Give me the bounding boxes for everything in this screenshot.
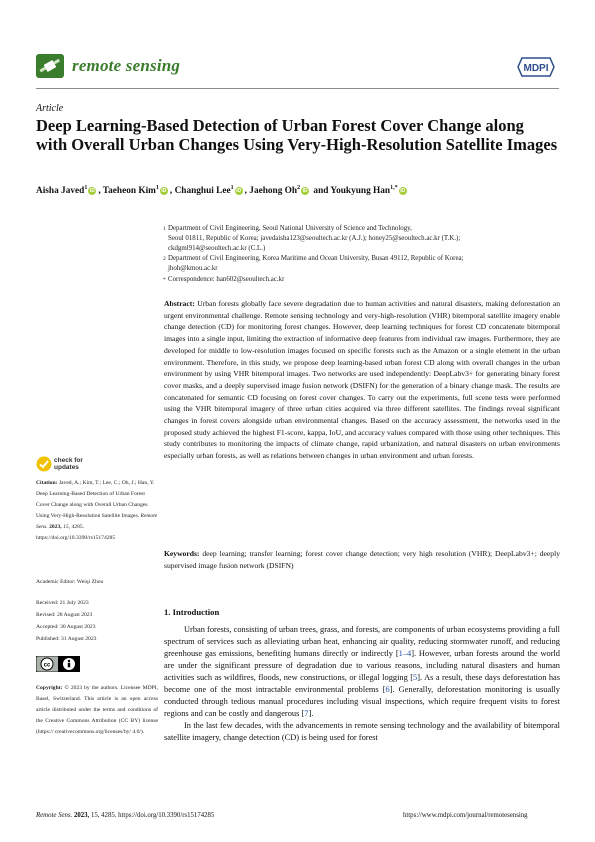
citation-link[interactable]: 6: [385, 685, 390, 694]
svg-text:cc: cc: [43, 662, 51, 669]
journal-name: remote sensing: [72, 56, 181, 75]
keywords-text: deep learning; transfer learning; forest cover change detection; very high resolution (VHR); DeepLabv3+; deeply supervised image fusion network (DSIFN): [164, 549, 560, 570]
received-date: Received: 21 July 2023: [36, 600, 89, 606]
paper-title: Deep Learning-Based Detection of Urban Forest Cover Change along with Overall Urban Changes Using Very-High-Resolution Satellite Images: [36, 116, 558, 154]
affiliation-2: 2 Department of Civil Engineering, Korea Maritime and Ocean University, Busan 49112, Republic of Korea; jhoh@kmou.ac.kr: [163, 255, 464, 272]
svg-text:MDPI: MDPI: [523, 63, 549, 74]
orcid-icon[interactable]: iD: [161, 187, 167, 194]
orcid-icon[interactable]: iD: [302, 187, 308, 194]
remote-sensing-logo-icon: [36, 54, 64, 78]
check-for-updates-badge[interactable]: check for updates: [36, 456, 106, 474]
orcid-icon[interactable]: iD: [236, 187, 242, 194]
citation-link[interactable]: 5: [413, 673, 418, 682]
author-name: Jaehong Oh: [249, 186, 298, 197]
intro-paragraph-2: In the last few decades, with the advancements in remote sensing technology and the availability of bitemporal satellite imagery, change detection (CD) is being used for forest: [164, 721, 560, 742]
published-date: Published: 31 August 2023: [36, 636, 97, 642]
keywords: [164, 548, 560, 571]
header-rule: [36, 88, 559, 89]
author-and: and: [313, 186, 329, 197]
author-name: Youkyung Han: [330, 186, 391, 197]
keywords-label: Keywords:: [164, 549, 200, 558]
intro-paragraph-1: Urban forests, consisting of urban trees, grass, and forests, are components of urban ecosystems providing a full spectrum of services such as alleviating urban heat, enhancing air quality, reducing stormwater runoff, and reducing greenhouse gas emissions, benefiting humans directly or indirectly [1–4]. However, urban forests around the world are under the significant pressure of degradation due to various reasons, including natural disasters and human activities such as wildfires, floods, new constructions, or illegal logging [5]. As a result, these days deforestation has become one of the most intractable environmental problems [6]. Generally, deforestation monitoring is usually conducted through tedious manual procedures including visual inspections, which require frequent visits to forest regions and can be costly and dangerous [7]. In the last few decades, with the advancements in remote sensing technology and the availability of bitemporal satellite imagery, change detection (CD) is being used for forest: [164, 625, 561, 742]
author-name: Taeheon Kim: [102, 186, 156, 197]
abstract: [164, 298, 560, 462]
academic-editor: Academic Editor: Weiqi Zhou: [36, 579, 104, 585]
citation-link[interactable]: 1–4: [398, 649, 412, 658]
check-updates-icon: [36, 456, 52, 472]
abstract-label: Abstract:: [164, 299, 195, 308]
abstract-text: Urban forests globally face severe degradation due to human activities and natural disasters, making deforestation an urgent environmental challenge. Remote sensing technology and very-high-resolution (VHR) bitemporal satellite imagery enable change detection (CD) for monitoring forest changes. However, deep learning techniques for forest CD concatenate bitemporal images into a single input, limiting the extraction of informative deep features from individual raw images. Furthermore, they are developed for middle to low-resolution images focused on specific forests such as the Amazon or a single element in the urban environment. Therefore, in this study, we propose deep learning-based urban forest CD along with overall changes in the urban environment by using VHR bitemporal images. Two networks are used independently: DeepLabv3+ for generating binary forest cover masks, and a deeply supervised image fusion network (DSIFN) for the generation of a binary change mask. The results are concatenated for semantic CD focusing on forest cover changes. To carry out the experiments, full scene tests were performed using the VHR bitemporal imagery of three urban cities acquired via three different satellites. The findings reveal significant changes in forest covers alongside urban environmental changes. Based on the accuracy assessment, the networks used in the proposed study achieved the highest F1-score, kappa, IoU, and accuracy values compared with those using other techniques. This study contributes to monitoring the impacts of climate change, rapid urbanization, and natural disasters on urban environments especially urban forests, as well as relations between changes in urban environment and urban forests.: [164, 299, 560, 461]
footer-citation: Remote Sens. 2023, 15, 4285. https://doi.org/10.3390/rs15174285: [36, 812, 215, 819]
correspondence: * Correspondence: han602@seoultech.ac.kr: [163, 276, 285, 283]
author-name: Changhui Lee: [174, 186, 231, 197]
revised-date: Revised: 28 August 2023: [36, 612, 93, 618]
cc-by-license-icon[interactable]: [36, 656, 80, 672]
citation-block: Citation: Javed, A.; Kim, T.; Lee, C.; Oh, J.; Han, Y. Deep Learning-Based Detection of Urban Forest Cover Change along with Overall Urban Changes Using Very-High-Resolution Satellite Images. Remote Sens. 2023, 15, 4285. https://doi.org/10.3390/rs15174285: [36, 480, 158, 541]
orcid-icon[interactable]: iD: [89, 187, 95, 194]
accepted-date: Accepted: 30 August 2023: [36, 624, 96, 630]
affiliation-1: 1 Department of Civil Engineering, Seoul National University of Science and Technology, Seoul 01811, Republic of Korea; javedaisha123@seoultech.ac.kr (A.J.); honey25@seoultech.ac.kr (T.K.); ckdgml914@seoultech.ac.kr (C.L.): [163, 225, 461, 252]
author-list: Aisha Javed$^1$ iD , Taeheon Kim$^1$ iD , Changhui Lee$^1$ iD , Jaehong Oh$^2$ iD and Youkyung Han$^{1,*}$ iD: [36, 185, 406, 197]
section-heading: 1. Introduction: [164, 607, 220, 617]
copyright-block: Copyright: © 2023 by the authors. Licensee MDPI, Basel, Switzerland. This article is an open access article distributed under the terms and conditions of the Creative Commons Attribution (CC BY) license (https:// creativecommons.org/licenses/by/ 4.0/).: [36, 685, 158, 735]
orcid-icon[interactable]: iD: [400, 187, 406, 194]
citation-link[interactable]: 7: [304, 709, 309, 718]
author-name: Aisha Javed: [36, 186, 85, 197]
footer-journal-url[interactable]: https://www.mdpi.com/journal/remotesensing: [403, 812, 528, 819]
mdpi-logo-icon: [516, 56, 556, 78]
article-type: Article: [36, 103, 64, 114]
